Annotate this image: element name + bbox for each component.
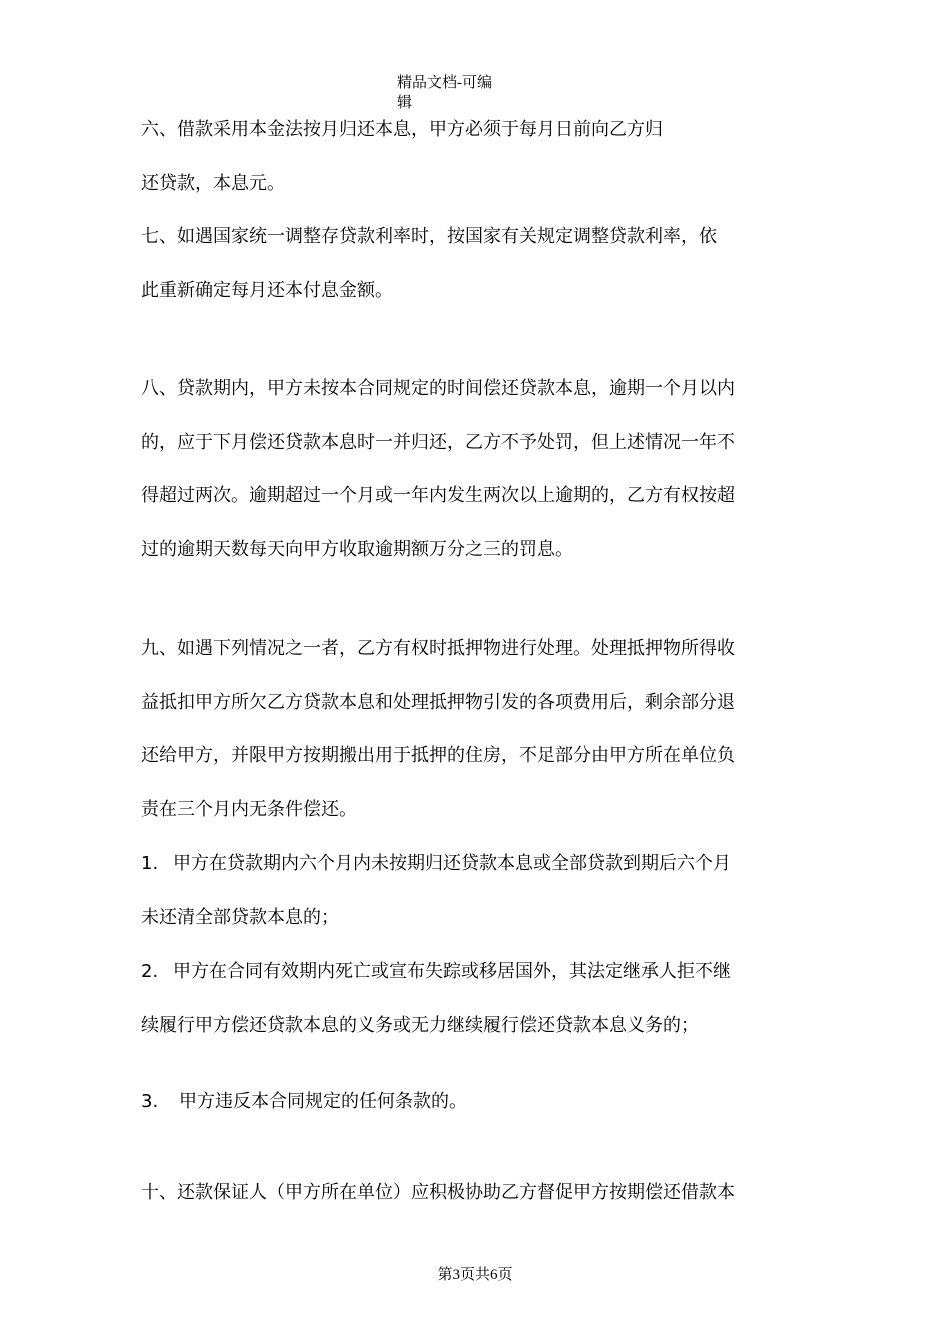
text-line: 还贷款，本息元。 <box>141 173 285 194</box>
text-line: 六、借款采用本金法按月归还本息，甲方必须于每月日前向乙方归 <box>141 119 663 140</box>
header-line-2: 辑 <box>397 95 413 111</box>
list-item-3 <box>141 1090 467 1114</box>
text-line: 的，应于下月偿还贷款本息时一并归还，乙方不予处罚，但上述情况一年不 <box>141 432 735 453</box>
list-number: 1. <box>141 853 159 874</box>
list-text: 甲方违反本合同规定的任何条款的。 <box>179 1091 467 1112</box>
text-line: 还给甲方，并限甲方按期搬出用于抵押的住房，不足部分由甲方所在单位负 <box>141 745 735 766</box>
text-line: 过的逾期天数每天向甲方收取逾期额万分之三的罚息。 <box>141 539 573 560</box>
text-line: 得超过两次。逾期超过一个月或一年内发生两次以上逾期的，乙方有权按超 <box>141 485 735 506</box>
text-line: 责在三个月内无条件偿还。 <box>141 799 357 820</box>
text-line: 七、如遇国家统一调整存贷款利率时，按国家有关规定调整贷款利率，依 <box>141 226 717 247</box>
page-footer: 第3页共6页 <box>437 1267 513 1283</box>
text-line: 益抵扣甲方所欠乙方贷款本息和处理抵押物引发的各项费用后，剩余部分退 <box>141 692 735 713</box>
list-text: 甲方在合同有效期内死亡或宣布失踪或移居国外，其法定继承人拒不继 <box>173 961 731 982</box>
header-line-1: 精品文档-可编 <box>397 75 492 91</box>
text-line: 九、如遇下列情况之一者，乙方有权时抵押物进行处理。处理抵押物所得收 <box>141 638 735 659</box>
list-text: 甲方在贷款期内六个月内未按期归还贷款本息或全部贷款到期后六个月 <box>173 853 731 874</box>
text-line: 八、贷款期内，甲方未按本合同规定的时间偿还贷款本息，逾期一个月以内 <box>141 378 735 399</box>
page-header <box>397 73 517 113</box>
text-line: 未还清全部贷款本息的； <box>141 907 339 928</box>
text-line: 此重新确定每月还本付息金额。 <box>141 280 393 301</box>
text-line: 十、还款保证人（甲方所在单位）应积极协助乙方督促甲方按期偿还借款本 <box>141 1182 735 1203</box>
list-item-2 <box>141 960 731 984</box>
list-number: 3. <box>141 1091 159 1112</box>
text-line: 续履行甲方偿还贷款本息的义务或无力继续履行偿还贷款本息义务的； <box>141 1015 699 1036</box>
list-number: 2. <box>141 961 159 982</box>
list-item-1 <box>141 852 731 876</box>
